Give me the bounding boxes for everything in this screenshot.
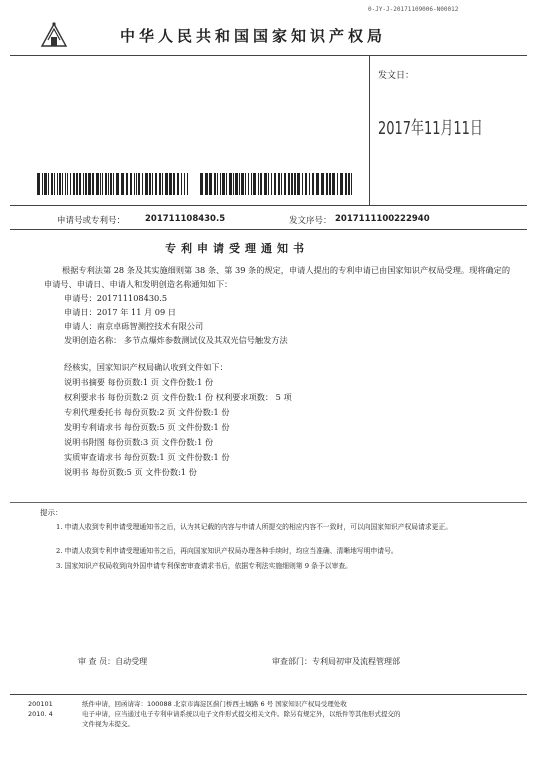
department-line: 审查部门：专利局初审及流程管理部 bbox=[272, 657, 400, 666]
notes-heading: 提示： bbox=[40, 508, 63, 517]
office-name: 中华人民共和国国家知识产权局 bbox=[120, 27, 387, 45]
applicant-line: 申请人：南京卓砾智测控技术有限公司 bbox=[64, 321, 204, 331]
file-item: 说明书 每份页数:5 页 文件份数:1 份 bbox=[64, 467, 197, 477]
note-item: 1. 申请人收到专利申请受理通知书之后，认为其记载的内容与申请人所提交的相应内容不一致时，可以向国家知识产权局请求更正。 bbox=[56, 523, 453, 531]
note-item: 3. 国家知识产权局收到向外国申请专利保密审查请求书后，依据专利法实施细则第 9 条予以审查。 bbox=[56, 562, 352, 570]
serial-number-label: 发文序号： bbox=[289, 216, 332, 226]
app-number-label: 申请号或专利号： bbox=[57, 216, 126, 226]
footer-form-version: 2010. 4 bbox=[28, 710, 53, 718]
application-number-line: 申请号：201711108430.5 bbox=[64, 293, 168, 303]
serial-number-value: 2017111100222940 bbox=[335, 214, 430, 224]
footer-electronic-line-cont: 文件视为未提交。 bbox=[82, 720, 134, 728]
filing-date-value: 2017年11月11日 bbox=[378, 118, 483, 139]
file-item: 权利要求书 每份页数:2 页 文件份数:1 份 权利要求项数： 5 项 bbox=[64, 392, 292, 402]
footer-rule bbox=[10, 694, 527, 695]
document-code: 0-JY-J-20171109006-N00012 bbox=[368, 6, 459, 13]
verification-line: 经核实，国家知识产权局确认收到文件如下： bbox=[64, 362, 228, 372]
top-rule bbox=[10, 55, 527, 56]
file-item: 说明书摘要 每份页数:1 页 文件份数:1 份 bbox=[64, 377, 214, 387]
footer-mail-line: 纸件申请，回函请寄：100088 北京市海淀区蓟门桥西土城路 6 号 国家知识产权局受理处收 bbox=[82, 700, 347, 708]
intro-paragraph: 根据专利法第 28 条及其实施细则第 38 条、第 39 条的规定，申请人提出的专利申请已由国家知识产权局受理。现将确定的申请号、申请日、申请人和发明创造名称通知如下： bbox=[44, 265, 511, 289]
note-item: 2. 申请人收到专利申请受理通知书之后，再向国家知识产权局办理各种手续时，均应当准确、清晰地写明申请号。 bbox=[56, 547, 398, 555]
file-item: 发明专利请求书 每份页数:5 页 文件份数:1 份 bbox=[64, 422, 230, 432]
application-date-line: 申请日：2017 年 11 月 09 日 bbox=[64, 307, 176, 317]
barcode-left bbox=[37, 173, 189, 195]
header-divider bbox=[369, 55, 370, 206]
invention-title-line: 发明创造名称： 多节点爆炸参数测试仪及其双光信号触发方法 bbox=[64, 335, 288, 345]
cnipa-logo-icon bbox=[40, 20, 68, 48]
notes-rule bbox=[10, 502, 527, 503]
notice-title: 专利申请受理通知书 bbox=[165, 242, 309, 255]
file-item: 实质审查请求书 每份页数:1 页 文件份数:1 份 bbox=[64, 452, 230, 462]
footer-form-code: 200101 bbox=[28, 700, 53, 708]
barcode-rule bbox=[10, 205, 527, 206]
footer-electronic-line: 电子申请，应当通过电子专利申请系统以电子文件形式提交相关文件。除另有规定外，以纸件等其他形式提交的 bbox=[82, 710, 401, 718]
ids-rule bbox=[10, 229, 527, 230]
file-item: 专利代理委托书 每份页数:2 页 文件份数:1 份 bbox=[64, 407, 230, 417]
barcode-right bbox=[200, 173, 353, 195]
app-number-value: 201711108430.5 bbox=[145, 214, 226, 224]
filing-date-label: 发文日： bbox=[378, 71, 415, 81]
file-item: 说明书附图 每份页数:3 页 文件份数:1 份 bbox=[64, 437, 214, 447]
examiner-line: 审 查 员：自动受理 bbox=[78, 657, 148, 666]
